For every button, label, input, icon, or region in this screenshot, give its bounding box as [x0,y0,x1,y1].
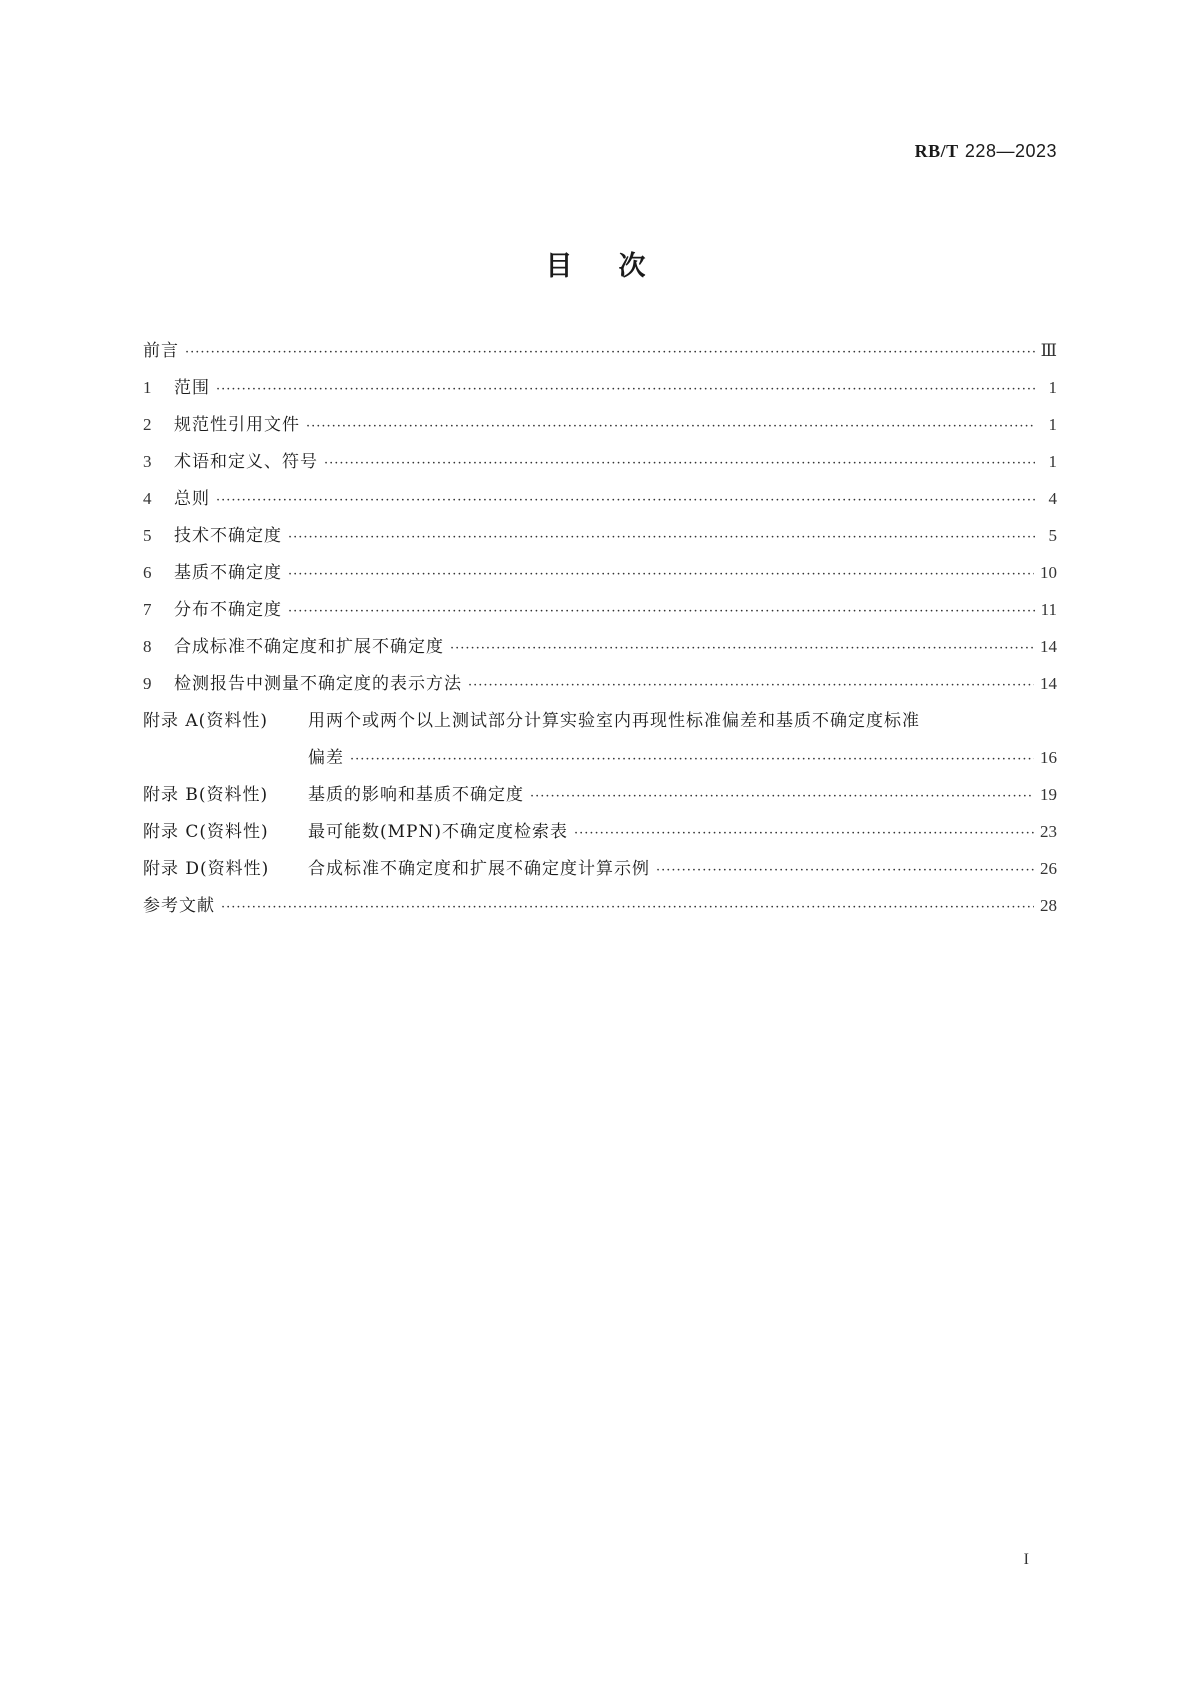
toc-appendix-page: 19 [1040,785,1057,804]
toc-leader-dots [574,826,1034,841]
toc-entry-3[interactable] [143,447,1057,484]
toc-appendix-d[interactable] [143,854,1057,891]
toc-leader-dots [221,900,1034,915]
toc-appendix-a-continued[interactable] [143,743,1057,780]
toc-entry-number: 1 [143,378,152,397]
toc-appendix-page: 16 [1040,748,1057,767]
toc-leader-dots [216,382,1035,397]
toc-entry-label: 前言 [143,341,179,361]
toc-entry-page: 1 [1048,378,1057,397]
toc-leader-dots [468,678,1034,693]
toc-entry-7[interactable] [143,595,1057,632]
document-code [915,141,1057,162]
toc-entry-label: 术语和定义、符号 [174,452,318,472]
toc-entry-label: 合成标准不确定度和扩展不确定度 [174,637,444,657]
toc-entry-label: 总则 [174,489,210,509]
toc-appendix-a[interactable] [143,706,1057,743]
toc-entry-page: 1 [1048,452,1057,471]
document-code-number: 228—2023 [964,141,1057,161]
toc-entry-label: 参考文献 [143,896,215,916]
toc-leader-dots [306,419,1035,434]
toc-appendix-prefix: 附录 C(资料性) [143,822,269,842]
toc-leader-dots [350,752,1034,767]
toc-leader-dots [288,567,1034,582]
toc-entry-6[interactable] [143,558,1057,595]
toc-appendix-c[interactable] [143,817,1057,854]
toc-entry-page: Ⅲ [1040,341,1057,360]
toc-entry-number: 5 [143,526,152,545]
toc-entry-number: 9 [143,674,152,693]
toc-appendix-label: 合成标准不确定度和扩展不确定度计算示例 [308,859,650,879]
toc-entry-label: 规范性引用文件 [174,415,300,435]
toc-entry-page: 1 [1048,415,1057,434]
toc-entry-9[interactable] [143,669,1057,706]
toc-entry-1[interactable] [143,373,1057,410]
toc-leader-dots [185,345,1035,360]
toc-appendix-label: 用两个或两个以上测试部分计算实验室内再现性标准偏差和基质不确定度标准 [308,711,920,731]
toc-entry-2[interactable] [143,410,1057,447]
toc-appendix-page: 23 [1040,822,1057,841]
toc-appendix-label-continued: 偏差 [308,748,344,768]
toc-appendix-prefix: 附录 A(资料性) [143,711,268,731]
toc-entry-4[interactable] [143,484,1057,521]
toc-leader-dots [450,641,1034,656]
toc-entry-label: 基质不确定度 [174,563,282,583]
toc-appendix-label: 最可能数(MPN)不确定度检索表 [308,822,568,842]
toc-entry-page: 14 [1040,674,1057,693]
toc-entry-label: 技术不确定度 [174,526,282,546]
toc-entry-number: 6 [143,563,152,582]
toc-leader-dots [656,863,1034,878]
toc-leader-dots [216,493,1035,508]
toc-entry-page: 28 [1040,896,1057,915]
toc-entry-references[interactable] [143,891,1057,928]
toc-leader-dots [530,789,1034,804]
toc-entry-foreword[interactable] [143,336,1057,373]
toc-appendix-prefix: 附录 D(资料性) [143,859,270,879]
document-code-prefix: RB/T [914,141,959,161]
toc-entry-8[interactable] [143,632,1057,669]
toc-entry-number: 4 [143,489,152,508]
toc-entry-page: 5 [1048,526,1057,545]
toc-entry-page: 14 [1040,637,1057,656]
toc-entry-page: 10 [1040,563,1057,582]
page-title: 目次 [545,251,692,282]
toc-leader-dots [288,530,1035,545]
toc-leader-dots [288,604,1035,619]
toc-entry-number: 2 [143,415,152,434]
page-number: I [1023,1551,1029,1568]
toc-appendix-b[interactable] [143,780,1057,817]
toc-appendix-prefix: 附录 B(资料性) [143,785,269,805]
toc-entry-label: 检测报告中测量不确定度的表示方法 [174,674,462,694]
toc-entry-number: 3 [143,452,152,471]
toc-entry-label: 范围 [174,378,210,398]
toc-appendix-page: 26 [1040,859,1057,878]
toc-entry-page: 4 [1048,489,1057,508]
toc-entry-number: 8 [143,637,152,656]
toc-entry-label: 分布不确定度 [174,600,282,620]
toc-entry-page: 11 [1040,600,1057,619]
toc-appendix-label: 基质的影响和基质不确定度 [308,785,524,805]
toc-entry-5[interactable] [143,521,1057,558]
toc-leader-dots [324,456,1035,471]
toc-entry-number: 7 [143,600,152,619]
table-of-contents [143,336,1057,928]
